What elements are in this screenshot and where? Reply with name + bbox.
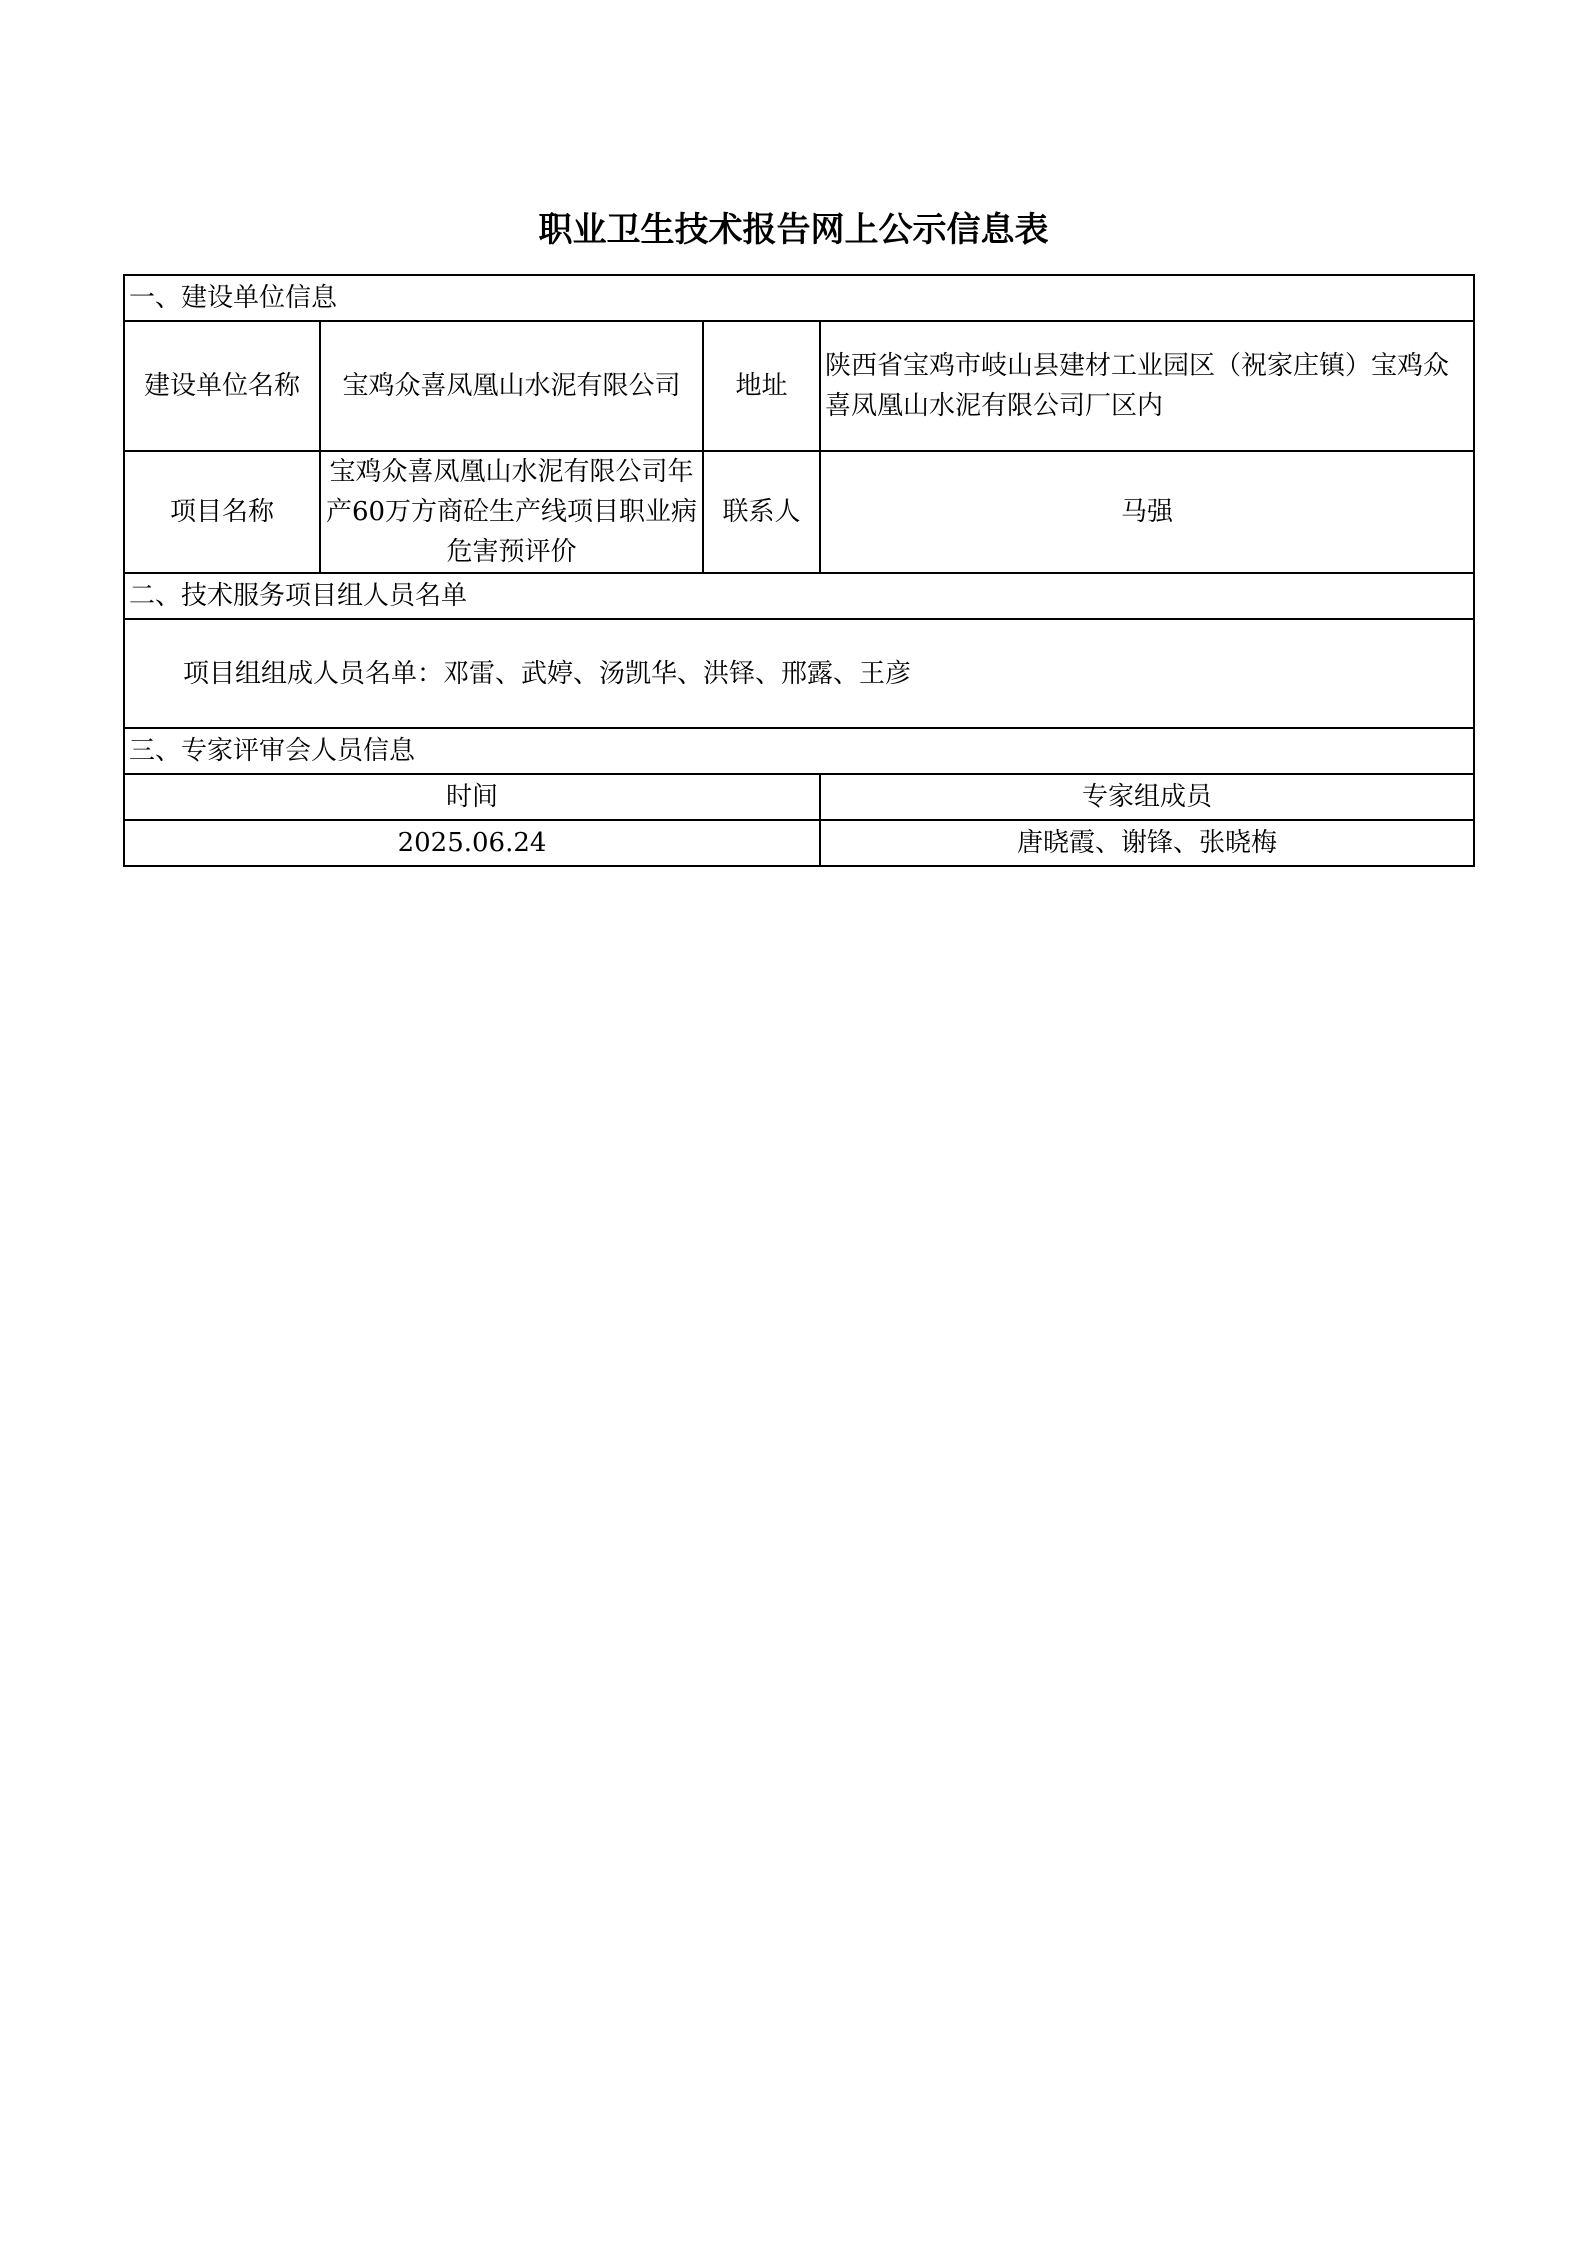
contact-value: 马强 — [820, 451, 1474, 573]
section-heading-experts: 三、专家评审会人员信息 — [124, 728, 1474, 774]
info-table — [123, 274, 1475, 867]
unit-name-value: 宝鸡众喜凤凰山水泥有限公司 — [320, 321, 703, 451]
address-label: 地址 — [703, 321, 820, 451]
project-name-value: 宝鸡众喜凤凰山水泥有限公司年产60万方商砼生产线项目职业病危害预评价 — [320, 451, 703, 573]
review-date-value: 2025.06.24 — [124, 820, 820, 866]
expert-members-value: 唐晓霞、谢锋、张晓梅 — [820, 820, 1474, 866]
time-column-header: 时间 — [124, 774, 820, 820]
contact-label: 联系人 — [703, 451, 820, 573]
section-heading-team: 二、技术服务项目组人员名单 — [124, 573, 1474, 619]
unit-name-label: 建设单位名称 — [124, 321, 320, 451]
team-members-text: 项目组组成人员名单：邓雷、武婷、汤凯华、洪铎、邢露、王彦 — [124, 619, 1474, 728]
project-name-label: 项目名称 — [124, 451, 320, 573]
page-title: 职业卫生技术报告网上公示信息表 — [538, 210, 1049, 250]
experts-column-header: 专家组成员 — [820, 774, 1474, 820]
section-heading-unit-info: 一、建设单位信息 — [124, 275, 1474, 321]
address-value: 陕西省宝鸡市岐山县建材工业园区（祝家庄镇）宝鸡众喜凤凰山水泥有限公司厂区内 — [820, 321, 1474, 451]
